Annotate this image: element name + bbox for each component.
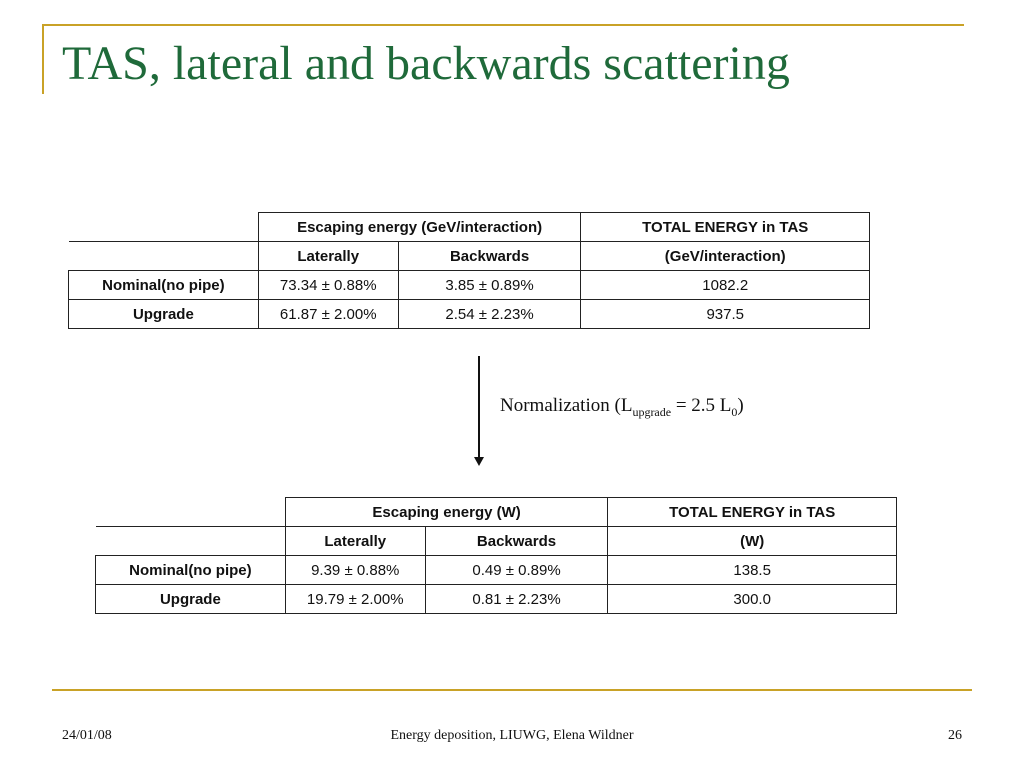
- footer-title: Energy deposition, LIUWG, Elena Wildner: [390, 728, 634, 743]
- total-energy-header: TOTAL ENERGY in TAS: [608, 498, 897, 527]
- total-value: 937.5: [581, 300, 870, 329]
- table-row: [96, 585, 897, 614]
- table-row: [69, 300, 870, 329]
- row-label: Upgrade: [96, 585, 286, 614]
- total-unit-header: (W): [608, 527, 897, 556]
- energy-table-gev: [68, 212, 870, 329]
- total-value: 1082.2: [581, 271, 870, 300]
- table-row: [96, 556, 897, 585]
- laterally-value: 61.87 ± 2.00%: [258, 300, 398, 329]
- footer-date: 24/01/08: [62, 728, 112, 743]
- arrow-head-icon: [474, 457, 484, 466]
- escaping-energy-header: Escaping energy (GeV/interaction): [258, 213, 581, 242]
- total-value: 300.0: [608, 585, 897, 614]
- laterally-header: Laterally: [285, 527, 425, 556]
- empty-corner-cell: [96, 527, 286, 556]
- laterally-value: 19.79 ± 2.00%: [285, 585, 425, 614]
- energy-table-watts: [95, 497, 897, 614]
- laterally-value: 73.34 ± 0.88%: [258, 271, 398, 300]
- empty-corner-cell: [69, 242, 259, 271]
- backwards-value: 2.54 ± 2.23%: [398, 300, 581, 329]
- total-value: 138.5: [608, 556, 897, 585]
- normalization-label: Normalization ($L_{upgrade} = 2.5$ $L_0$): [500, 395, 744, 419]
- table-header-row: [69, 213, 870, 242]
- down-arrow-icon: [478, 356, 480, 458]
- table-row: [69, 271, 870, 300]
- backwards-value: 0.81 ± 2.23%: [425, 585, 608, 614]
- row-label: Upgrade: [69, 300, 259, 329]
- escaping-energy-header: Escaping energy (W): [285, 498, 608, 527]
- backwards-value: 0.49 ± 0.89%: [425, 556, 608, 585]
- frame-left-line: [42, 24, 44, 94]
- empty-corner-cell: [69, 213, 259, 242]
- footer-divider-line: [52, 689, 972, 691]
- frame-top-line: [44, 24, 964, 26]
- row-label: Nominal(no pipe): [96, 556, 286, 585]
- backwards-header: Backwards: [425, 527, 608, 556]
- page-number: 26: [948, 728, 962, 743]
- laterally-header: Laterally: [258, 242, 398, 271]
- backwards-value: 3.85 ± 0.89%: [398, 271, 581, 300]
- slide-title: TAS, lateral and backwards scattering: [62, 37, 790, 90]
- empty-corner-cell: [96, 498, 286, 527]
- row-label: Nominal(no pipe): [69, 271, 259, 300]
- laterally-value: 9.39 ± 0.88%: [285, 556, 425, 585]
- total-energy-header: TOTAL ENERGY in TAS: [581, 213, 870, 242]
- backwards-header: Backwards: [398, 242, 581, 271]
- table-header-row: [96, 498, 897, 527]
- total-unit-header: (GeV/interaction): [581, 242, 870, 271]
- table-subheader-row: [96, 527, 897, 556]
- table-subheader-row: [69, 242, 870, 271]
